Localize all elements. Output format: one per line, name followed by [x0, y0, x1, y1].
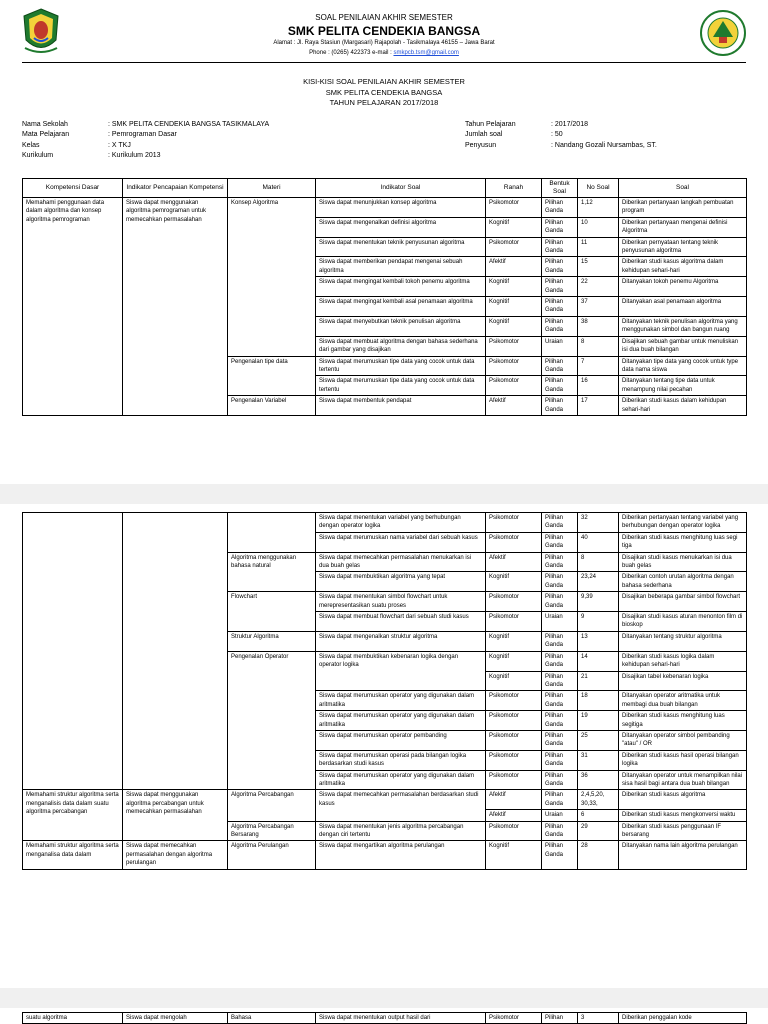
soal-cell: Disajikan studi kasus aturan menonton film di bioskop — [619, 612, 747, 632]
indikator-soal-cell: Siswa dapat merumuskan operator yang digunakan dalam aritmatika — [316, 691, 486, 711]
materi-cell: Pengenalan Variabel — [228, 396, 316, 416]
indikator-soal-cell: Siswa dapat merumuskan nama variabel dari sebuah kasus — [316, 532, 486, 552]
ranah-cell: Psikomotor — [486, 198, 542, 218]
soal-cell: Diberikan penggalan kode — [619, 1013, 747, 1024]
soal-cell: Disajikan studi kasus menukarkan isi dua buah gelas — [619, 552, 747, 572]
ranah-cell: Kognitif — [486, 277, 542, 297]
no-soal-cell: 6 — [578, 810, 619, 821]
no-soal-cell: 38 — [578, 316, 619, 336]
no-soal-cell: 32 — [578, 513, 619, 533]
soal-cell: Diberikan studi kasus mengkonversi waktu — [619, 810, 747, 821]
indikator-soal-cell: Siswa dapat menentukan variabel yang berhubungan dengan operator logika — [316, 513, 486, 533]
indikator-soal-cell: Siswa dapat memecahkan permasalahan menukarkan isi dua buah gelas — [316, 552, 486, 572]
indikator-soal-cell: Siswa dapat merumuskan operasi pada bilangan logika berdasarkan studi kasus — [316, 750, 486, 770]
bentuk-soal-cell: Pilihan Ganda — [542, 198, 578, 218]
indikator-soal-cell: Siswa dapat membentuk pendapat — [316, 396, 486, 416]
bentuk-soal-cell: Pilihan Ganda — [542, 821, 578, 841]
ranah-cell: Afektif — [486, 552, 542, 572]
bentuk-soal-cell: Pilihan Ganda — [542, 217, 578, 237]
indikator-soal-cell: Siswa dapat memberikan pendapat mengenai sebuah algoritma — [316, 257, 486, 277]
indikator-soal-cell: Siswa dapat membuktikan kebenaran logika dengan operator logika — [316, 651, 486, 691]
meta-row — [465, 130, 657, 140]
soal-cell: Ditanyakan teknik penulisan algoritma yang menggunakan simbol dan bangun ruang — [619, 316, 747, 336]
soal-cell: Disajikan sebuah gambar untuk menuliskan isi dua buah bilangan — [619, 336, 747, 356]
ranah-cell: Psikomotor — [486, 376, 542, 396]
indikator-soal-cell: Siswa dapat merumuskan operator yang digunakan dalam aritmatika — [316, 711, 486, 731]
bentuk-soal-cell: Pilihan Ganda — [542, 572, 578, 592]
no-soal-cell: 8 — [578, 552, 619, 572]
bentuk-soal-cell: Pilihan Ganda — [542, 316, 578, 336]
ranah-cell: Afektif — [486, 396, 542, 416]
meta-value: : Pemrograman Dasar — [108, 131, 177, 139]
email-link[interactable]: smkpcb.tsm@gmail.com — [393, 50, 459, 56]
indikator-soal-cell: Siswa dapat merumuskan operator yang digunakan dalam aritmatika — [316, 770, 486, 790]
indikator-soal-cell: Siswa dapat membuat algoritma dengan bahasa sederhana dari gambar yang disajikan — [316, 336, 486, 356]
bentuk-soal-cell: Pilihan Ganda — [542, 532, 578, 552]
no-soal-cell: 23,24 — [578, 572, 619, 592]
bentuk-soal-cell: Pilihan Ganda — [542, 730, 578, 750]
ranah-cell: Psikomotor — [486, 750, 542, 770]
kd-cell: suatu algoritma — [23, 1013, 123, 1024]
indikator-soal-cell: Siswa dapat mengenalkan definisi algoritma — [316, 217, 486, 237]
soal-cell: Ditanyakan tentang struktur algoritma — [619, 631, 747, 651]
meta-row — [465, 141, 657, 151]
document-title — [0, 77, 768, 109]
ranah-cell: Kognitif — [486, 217, 542, 237]
col-materi: Materi — [228, 179, 316, 198]
col-ranah: Ranah — [486, 179, 542, 198]
table-row — [23, 198, 747, 218]
table-row — [23, 1013, 747, 1024]
no-soal-cell: 21 — [578, 671, 619, 691]
bentuk-soal-cell: Pilihan Ganda — [542, 356, 578, 376]
bentuk-soal-cell: Pilihan Ganda — [542, 552, 578, 572]
col-indikator-soal: Indikator Soal — [316, 179, 486, 198]
soal-cell: Diberikan studi kasus algoritma dalam kehidupan sehari-hari — [619, 257, 747, 277]
no-soal-cell: 16 — [578, 376, 619, 396]
no-cell: 3 — [578, 1013, 619, 1024]
table-row — [23, 790, 747, 810]
ranah-cell: Psikomotor — [486, 1013, 542, 1024]
ranah-cell: Afektif — [486, 257, 542, 277]
bentuk-soal-cell: Pilihan Ganda — [542, 396, 578, 416]
ranah-cell: Afektif — [486, 790, 542, 810]
title-line-3: TAHUN PELAJARAN 2017/2018 — [329, 98, 439, 107]
no-soal-cell: 8 — [578, 336, 619, 356]
col-kompetensi-dasar: Kompetensi Dasar — [23, 179, 123, 198]
bentuk-soal-cell: Pilihan Ganda — [542, 297, 578, 317]
no-soal-cell: 14 — [578, 651, 619, 671]
bentuk-soal-cell: Pilihan Ganda — [542, 513, 578, 533]
kompetensi-dasar-cell: Memahami struktur algoritma serta menganalisa data dalam — [23, 841, 123, 869]
meta-row — [22, 130, 269, 140]
no-soal-cell: 28 — [578, 841, 619, 869]
school-seal-icon — [700, 10, 746, 56]
bentuk-soal-cell: Pilihan Ganda — [542, 277, 578, 297]
bentuk-soal-cell: Uraian — [542, 336, 578, 356]
phone-text: Phone : (0265) 422373 e-mail : — [309, 50, 394, 56]
indikator-soal-cell: Siswa dapat membuktikan algoritma yang tepat — [316, 572, 486, 592]
indikator-pencapaian-cell: Siswa dapat menggunakan algoritma percabangan untuk memecahkan permasalahan — [123, 790, 228, 841]
soal-cell: Ditanyakan operator untuk menampilkan nilai sisa hasil bagi antara dua buah bilangan — [619, 770, 747, 790]
bentuk-soal-cell: Pilihan Ganda — [542, 841, 578, 869]
ranah-cell: Kognitif — [486, 297, 542, 317]
school-name: SMK PELITA CENDEKIA BANGSA — [287, 24, 481, 38]
materi-cell: Algoritma menggunakan bahasa natural — [228, 552, 316, 592]
bentuk-soal-cell: Pilihan Ganda — [542, 237, 578, 257]
materi-cell: Konsep Algoritma — [228, 198, 316, 357]
materi-cell: Bahasa — [228, 1013, 316, 1024]
ranah-cell: Psikomotor — [486, 730, 542, 750]
soal-cell: Diberikan pertanyaan mengenai definisi Algoritma — [619, 217, 747, 237]
indikator-soal-cell: Siswa dapat menunjukkan konsep algoritma — [316, 198, 486, 218]
bentuk-soal-cell: Pilihan Ganda — [542, 257, 578, 277]
bentuk-soal-cell: Pilihan Ganda — [542, 691, 578, 711]
no-soal-cell: 18 — [578, 691, 619, 711]
indikator-soal-cell: Siswa dapat memecahkan permasalahan berdasarkan studi kasus — [316, 790, 486, 821]
soal-cell: Diberikan pertanyaan tentang variabel yang berhubungan dengan operator logika — [619, 513, 747, 533]
no-soal-cell: 40 — [578, 532, 619, 552]
no-soal-cell: 13 — [578, 631, 619, 651]
meta-key: Nama Sekolah — [22, 121, 68, 128]
ranah-cell: Kognitif — [486, 316, 542, 336]
letterhead — [0, 0, 768, 70]
ranah-cell: Psikomotor — [486, 770, 542, 790]
indikator-soal-cell: Siswa dapat menentukan simbol flowchart untuk merepresentasikan suatu proses — [316, 592, 486, 612]
ranah-cell: Kognitif — [486, 631, 542, 651]
meta-row — [22, 151, 269, 161]
materi-cell: Algoritma Percabangan — [228, 790, 316, 821]
soal-cell: Diberikan pernyataan tentang teknik penyusunan algoritma — [619, 237, 747, 257]
no-soal-cell: 15 — [578, 257, 619, 277]
indikator-soal-cell: Siswa dapat mengingat kembali tokoh penemu algoritma — [316, 277, 486, 297]
materi-cell: Pengenalan tipe data — [228, 356, 316, 396]
ranah-cell: Psikomotor — [486, 592, 542, 612]
meta-key: Kurikulum — [22, 151, 54, 159]
meta-value: : 50 — [551, 131, 563, 139]
bentuk-soal-cell: Pilihan Ganda — [542, 592, 578, 612]
indikator-pencapaian-cell: Siswa dapat menggunakan algoritma pemrograman untuk memecahkan permasalahan — [123, 198, 228, 416]
ranah-cell: Afektif — [486, 810, 542, 821]
indikator-soal-cell: Siswa dapat merumuskan operator pembanding — [316, 730, 486, 750]
identity-left — [22, 120, 269, 161]
indikator-soal-cell: Siswa dapat mengingat kembali asal penamaan algoritma — [316, 297, 486, 317]
kisi-table-page-3 — [22, 1012, 747, 1024]
ranah-cell: Psikomotor — [486, 513, 542, 533]
ranah-cell: Psikomotor — [486, 691, 542, 711]
meta-value: : Nandang Gozali Nursambas, ST. — [551, 141, 657, 149]
bentuk-soal-cell: Pilihan Ganda — [542, 750, 578, 770]
no-soal-cell: 22 — [578, 277, 619, 297]
soal-cell: Diberikan studi kasus hasil operasi bilangan logika — [619, 750, 747, 770]
no-soal-cell: 7 — [578, 356, 619, 376]
meta-value: : SMK PELITA CENDEKIA BANGSA TASIKMALAYA — [108, 121, 270, 128]
bentuk-soal-cell: Pilihan Ganda — [542, 651, 578, 671]
soal-cell: Ditanyakan asal penamaan algoritma — [619, 297, 747, 317]
ranah-cell: Kognitif — [486, 841, 542, 869]
table-row — [23, 841, 747, 869]
page-gap — [0, 484, 768, 504]
indikator-pencapaian-cell — [123, 513, 228, 790]
meta-row — [22, 120, 269, 130]
materi-cell: Algoritma Perulangan — [228, 841, 316, 869]
soal-cell: Ditanyakan tokoh penemu Algoritma — [619, 277, 747, 297]
soal-cell: Diberikan studi kasus dalam kehidupan sehari-hari — [619, 396, 747, 416]
identity-right — [465, 120, 657, 151]
soal-cell: Diberikan studi kasus logika dalam kehidupan sehari-hari — [619, 651, 747, 671]
indikator-soal-cell: Siswa dapat merumuskan tipe data yang cocok untuk data tertentu — [316, 376, 486, 396]
ranah-cell: Kognitif — [486, 651, 542, 671]
kompetensi-dasar-cell: Memahami penggunaan data dalam algoritma dan konsep algoritma pemrograman — [23, 198, 123, 416]
indikator-soal-cell: Siswa dapat menentukan jenis algoritma percabangan dengan ciri tertentu — [316, 821, 486, 841]
col-bentuk-soal: Bentuk Soal — [542, 179, 578, 198]
header-subtitle: SOAL PENILAIAN AKHIR SEMESTER — [315, 13, 453, 22]
no-soal-cell: 17 — [578, 396, 619, 416]
indikator-soal-cell: Siswa dapat mengenalkan struktur algoritma — [316, 631, 486, 651]
school-contact — [0, 50, 768, 56]
bentuk-soal-cell: Uraian — [542, 612, 578, 632]
meta-row — [465, 120, 657, 130]
soal-cell: Diberikan studi kasus algoritma — [619, 790, 747, 810]
bentuk-soal-cell: Pilihan Ganda — [542, 790, 578, 810]
no-soal-cell: 9,39 — [578, 592, 619, 612]
soal-cell: Diberikan contoh urutan algoritma dengan bahasa sederhana — [619, 572, 747, 592]
bentuk-soal-cell: Pilihan Ganda — [542, 376, 578, 396]
indikator-soal-cell: Siswa dapat menyebutkan teknik penulisan algoritma — [316, 316, 486, 336]
materi-cell: Struktur Algoritma — [228, 631, 316, 651]
materi-cell: Flowchart — [228, 592, 316, 632]
soal-cell: Diberikan studi kasus menghitung luas segitiga — [619, 711, 747, 731]
no-soal-cell: 19 — [578, 711, 619, 731]
no-soal-cell: 25 — [578, 730, 619, 750]
materi-cell: Algoritma Percabangan Bersarang — [228, 821, 316, 841]
indikator-soal-cell: Siswa dapat mengartikan algoritma perulangan — [316, 841, 486, 869]
soal-cell: Ditanyakan tipe data yang cocok untuk type data nama siswa — [619, 356, 747, 376]
meta-value: : X TKJ — [108, 141, 131, 149]
ranah-cell: Psikomotor — [486, 237, 542, 257]
bentuk-soal-cell: Pilihan Ganda — [542, 671, 578, 691]
ranah-cell: Psikomotor — [486, 532, 542, 552]
materi-cell — [228, 513, 316, 553]
no-soal-cell: 37 — [578, 297, 619, 317]
meta-key: Tahun Pelajaran — [465, 121, 516, 128]
kompetensi-dasar-cell: Memahami struktur algoritma serta menganalisis data dalam suatu algoritma percabangan — [23, 790, 123, 841]
bentuk-soal-cell: Pilihan Ganda — [542, 631, 578, 651]
ranah-cell: Psikomotor — [486, 612, 542, 632]
meta-key: Mata Pelajaran — [22, 131, 70, 139]
no-soal-cell: 31 — [578, 750, 619, 770]
soal-cell: Diberikan studi kasus menghitung luas segi tiga — [619, 532, 747, 552]
indikator-pencapaian-cell: Siswa dapat memecahkan permasalahan dengan algoritma perulangan — [123, 841, 228, 869]
ranah-cell: Psikomotor — [486, 336, 542, 356]
kisi-table-page-2 — [22, 512, 747, 870]
soal-cell: Disajikan tabel kebenaran logika — [619, 671, 747, 691]
no-soal-cell: 1,12 — [578, 198, 619, 218]
bentuk-soal-cell: Pilihan Ganda — [542, 711, 578, 731]
indikator-soal-cell: Siswa dapat merumuskan tipe data yang cocok untuk data tertentu — [316, 356, 486, 376]
kompetensi-dasar-cell — [23, 513, 123, 790]
no-soal-cell: 11 — [578, 237, 619, 257]
meta-key: Kelas — [22, 141, 40, 149]
header-rule — [22, 62, 746, 63]
soal-cell: Ditanyakan nama lain algoritma perulangan — [619, 841, 747, 869]
indikator-soal-cell: Siswa dapat membuat flowchart dari sebuah studi kasus — [316, 612, 486, 632]
bentuk-soal-cell: Uraian — [542, 810, 578, 821]
ranah-cell: Psikomotor — [486, 356, 542, 376]
soal-cell: Ditanyakan tentang tipe data untuk menampung nilai pecahan — [619, 376, 747, 396]
ind-cell: Siswa dapat menentukan output hasil dari — [316, 1013, 486, 1024]
soal-cell: Ditanyakan operator aritmatika untuk membagi dua buah bilangan — [619, 691, 747, 711]
meta-value: : Kurikulum 2013 — [108, 151, 161, 159]
ranah-cell: Psikomotor — [486, 711, 542, 731]
ranah-cell: Kognitif — [486, 572, 542, 592]
title-line-1: KISI-KISI SOAL PENILAIAN AKHIR SEMESTER — [303, 77, 465, 86]
meta-key: Penyusun — [465, 141, 497, 149]
bentuk-cell: Pilihan — [542, 1013, 578, 1024]
no-soal-cell: 2,4,5,20, 30,33, — [578, 790, 619, 810]
soal-cell: Disajikan beberapa gambar simbol flowchart — [619, 592, 747, 612]
no-soal-cell: 29 — [578, 821, 619, 841]
table-row — [23, 513, 747, 533]
meta-row — [22, 141, 269, 151]
soal-cell: Diberikan studi kasus penggunaan IF bersarang — [619, 821, 747, 841]
meta-value: : 2017/2018 — [551, 121, 588, 128]
table-header-row — [23, 179, 747, 198]
school-address: Alamat : Jl. Raya Stasiun (Margasari) Rajapolah - Tasikmalaya 46155 – Jawa Barat — [273, 40, 495, 46]
soal-cell: Ditanyakan operator simbol pembanding "atau" / OR — [619, 730, 747, 750]
kisi-table-page-1 — [22, 178, 747, 416]
title-line-2: SMK PELITA CENDEKIA BANGSA — [325, 87, 443, 97]
col-indikator-pencapaian: Indikator Pencapaian Kompetensi — [123, 179, 228, 198]
soal-cell: Diberikan pertanyaan langkah pembuatan program — [619, 198, 747, 218]
no-soal-cell: 10 — [578, 217, 619, 237]
no-soal-cell: 9 — [578, 612, 619, 632]
indikator-soal-cell: Siswa dapat menentukan teknik penyusunan algoritma — [316, 237, 486, 257]
col-soal: Soal — [619, 179, 747, 198]
materi-cell: Pengenalan Operator — [228, 651, 316, 790]
ranah-cell: Kognitif — [486, 671, 542, 691]
no-soal-cell: 36 — [578, 770, 619, 790]
ranah-cell: Psikomotor — [486, 821, 542, 841]
bentuk-soal-cell: Pilihan Ganda — [542, 770, 578, 790]
page-gap — [0, 988, 768, 1008]
meta-key: Jumlah soal — [465, 131, 503, 139]
col-no-soal: No Soal — [578, 179, 619, 198]
ipk-cell: Siswa dapat mengolah — [123, 1013, 228, 1024]
